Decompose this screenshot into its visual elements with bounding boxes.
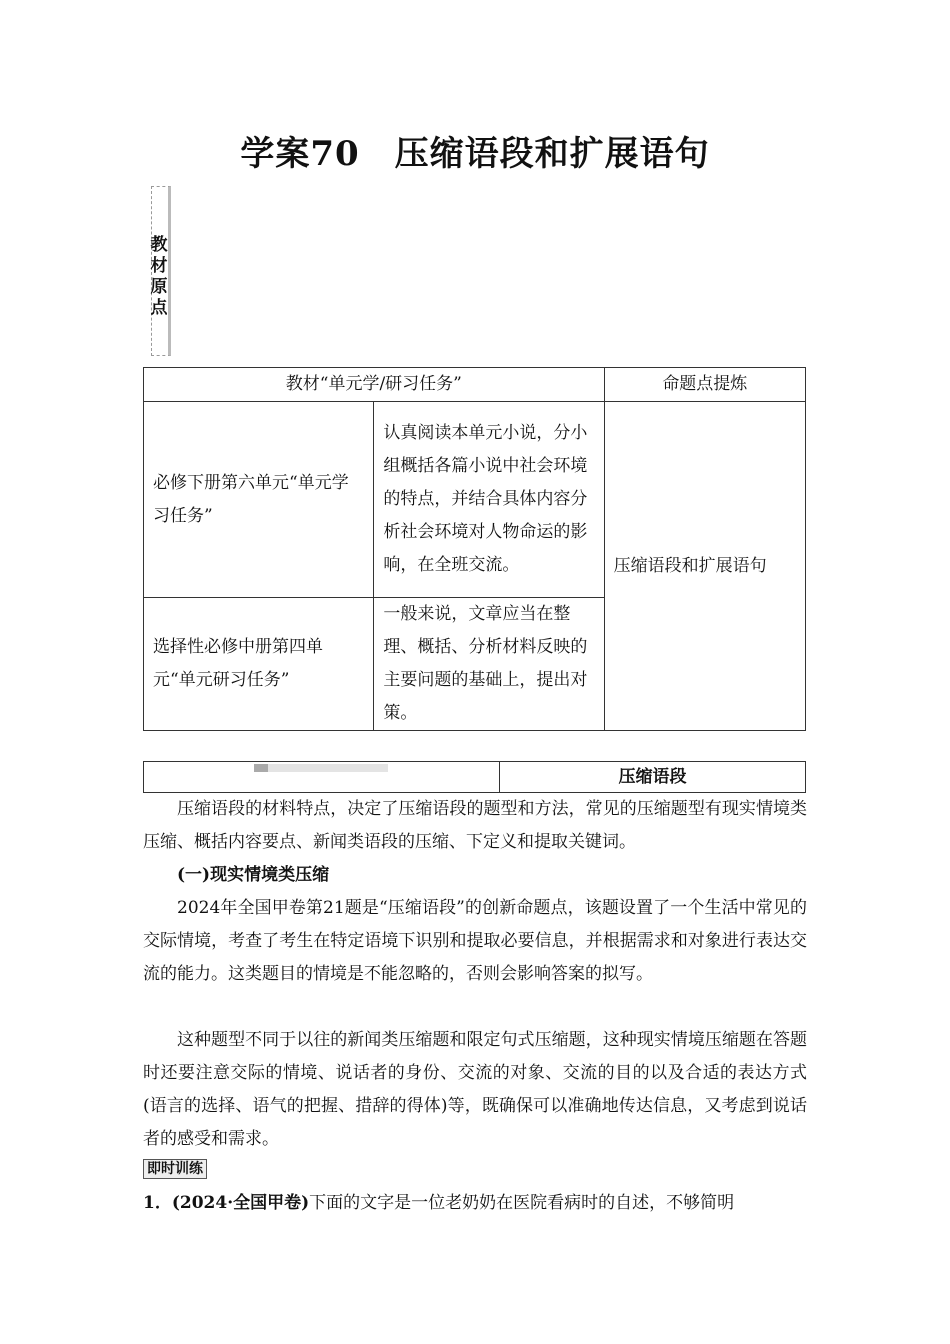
row-1-source: 必修下册第六单元“单元学习任务”	[144, 402, 374, 598]
point-cell: 压缩语段和扩展语句	[604, 402, 805, 731]
paragraph-3: 这种题型不同于以往的新闻类压缩题和限定句式压缩题，这种现实情境压缩题在答题时还要注意交际的情境、说话者的身份、交流的对象、交流的目的以及合适的表达方式(语言的选择、语气的把握、措辞的得体)等，既确保可以准确地传达信息，又考虑到说话者的感受和需求。	[143, 1030, 807, 1149]
header-point: 命题点提炼	[604, 368, 805, 402]
question-number: 1．	[143, 1193, 172, 1213]
section-bar-left	[144, 762, 500, 792]
row-2-task: 一般来说，文章应当在整理、概括、分析材料反映的主要问题的基础上，提出对策。	[374, 598, 604, 731]
question-text: 下面的文字是一位老奶奶在医院看病时的自述，不够简明	[309, 1193, 735, 1213]
subheading-1: (一)现实情境类压缩	[177, 865, 330, 885]
textbook-origin-table	[143, 367, 806, 731]
side-section-tag	[151, 186, 171, 356]
row-2-source: 选择性必修中册第四单元“单元研习任务”	[144, 598, 374, 731]
section-title: 压缩语段	[618, 767, 687, 787]
paragraph-1: 压缩语段的材料特点，决定了压缩语段的题型和方法，常见的压缩题型有现实情境类压缩、概括内容要点、新闻类语段的压缩、下定义和提取关键词。	[143, 799, 807, 852]
question-1	[143, 1187, 807, 1220]
row-1-task: 认真阅读本单元小说，分小组概括各篇小说中社会环境的特点，并结合具体内容分析社会环境对人物命运的影响，在全班交流。	[374, 402, 604, 598]
paragraph-2: 2024年全国甲卷第21题是“压缩语段”的创新命题点，该题设置了一个生活中常见的交际情境，考查了考生在特定语境下识别和提取必要信息，并根据需求和对象进行表达交流的能力。这类题目的情境是不能忽略的，否则会影响答案的拟写。	[143, 898, 807, 984]
question-source: (2024·全国甲卷)	[171, 1193, 310, 1213]
page-title: 学案70 压缩语段和扩展语句	[240, 134, 710, 174]
section-header-bar	[143, 761, 806, 793]
decorative-strip	[254, 764, 388, 772]
side-section-label: 教材原点	[150, 235, 168, 318]
practice-tag: 即时训练	[143, 1159, 207, 1179]
header-textbook-task: 教材“单元学/研习任务”	[144, 368, 605, 402]
